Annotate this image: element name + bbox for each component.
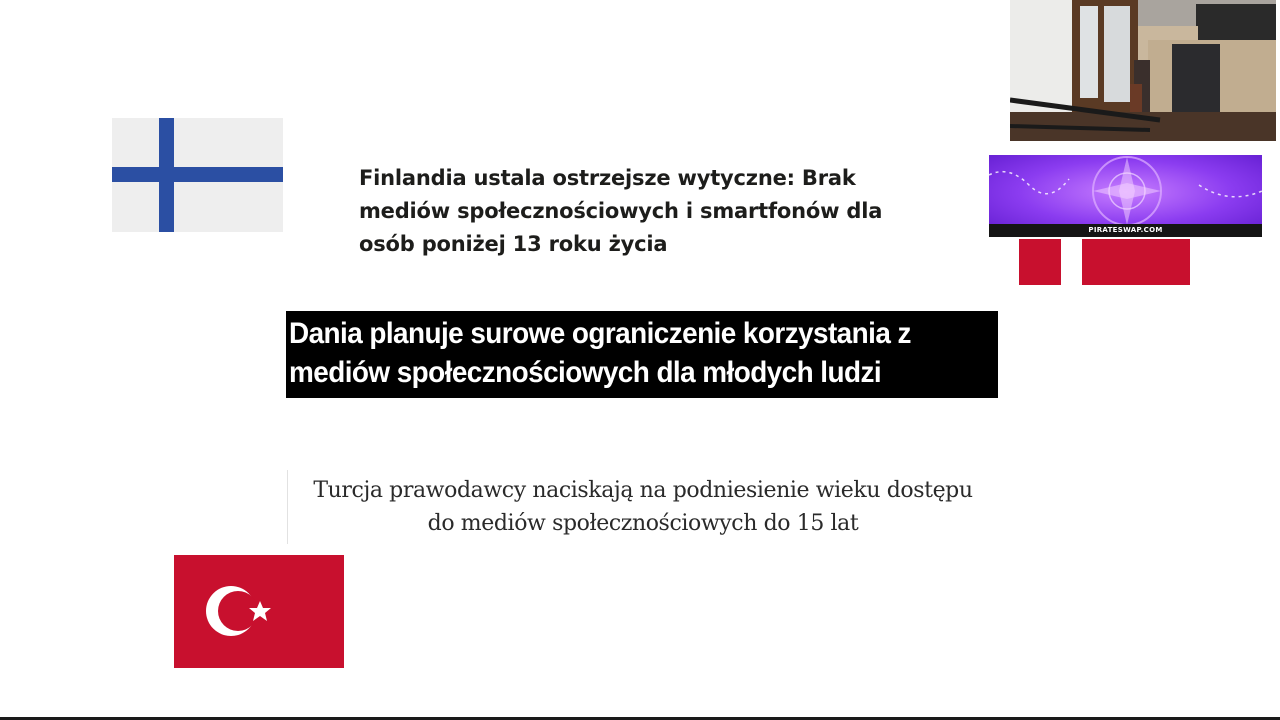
- headline-denmark: [286, 311, 998, 398]
- headline-finland-line-2: mediów społecznościowych i smartfonów dla: [359, 199, 883, 223]
- flag-red-left: [1019, 239, 1061, 285]
- flag-cross-horizontal: [112, 167, 283, 182]
- headline-denmark-line-2: mediów społecznościowych dla młodych ludzi: [289, 356, 882, 389]
- webcam-overlay: [1010, 0, 1276, 141]
- headline-turkey-line-1: Turcja prawodawcy naciskają na podniesienie wieku dostępu: [313, 478, 973, 503]
- headline-denmark-line-1: Dania planuje surowe ograniczenie korzystania z: [289, 317, 911, 350]
- flag-white-stripe: [1061, 239, 1082, 285]
- webcam-room-image: [1010, 0, 1276, 141]
- headline-turkey: [290, 474, 996, 540]
- headline-turkey-line-2: do mediów społecznościowych do 15 lat: [427, 511, 859, 536]
- finland-flag-icon: [112, 118, 283, 232]
- headline-finland-line-3: osób poniżej 13 roku życia: [359, 232, 668, 256]
- banner-label: PIRATESWAP.COM: [1088, 226, 1163, 234]
- turkey-crescent-star-icon: [174, 555, 344, 668]
- flag-red-right: [1082, 239, 1190, 285]
- headline-turkey-divider: [287, 470, 288, 544]
- denmark-flag-icon: [1019, 239, 1190, 285]
- turkey-flag-icon: [174, 555, 344, 668]
- headline-finland-line-1: Finlandia ustala ostrzejsze wytyczne: Brak: [359, 166, 856, 190]
- pirateswap-banner[interactable]: [989, 155, 1262, 237]
- headline-finland: [359, 162, 959, 261]
